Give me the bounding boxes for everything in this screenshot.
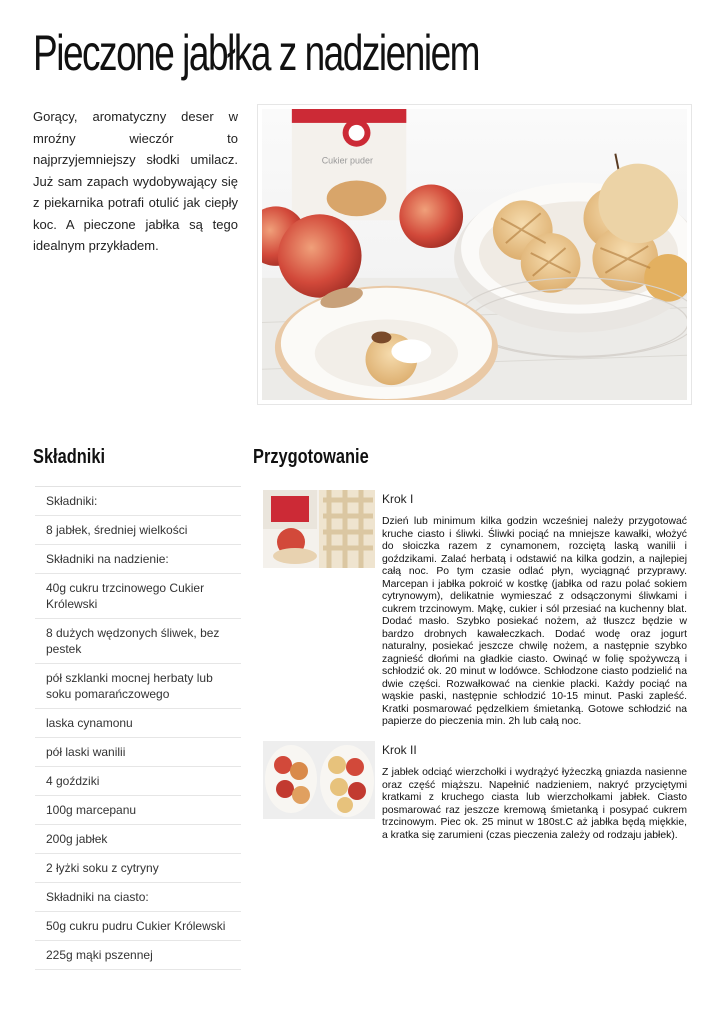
ingredient-text: 4 goździki [46, 774, 100, 788]
list-item [35, 825, 241, 854]
ingredient-text: 225g mąki pszennej [46, 948, 153, 962]
list-item [35, 545, 241, 574]
list-item [35, 854, 241, 883]
list-item [35, 912, 241, 941]
step-2-image [263, 741, 375, 819]
ingredient-text: 200g jabłek [46, 832, 108, 846]
ingredient-text: 2 łyżki soku z cytryny [46, 861, 159, 875]
list-item [35, 574, 241, 619]
ingredient-text: pół laski wanilii [46, 745, 126, 759]
filled-apples-photo-icon [263, 741, 375, 819]
list-item [35, 487, 241, 516]
intro-paragraph: Gorący, aromatyczny deser w mroźny wieczór to najprzyjemniejszy słodki umilacz. Już sam zapach wydobywający się z piekarnika potrafi otulić jak ciepły koc. A pieczone jabłka są tego idealnym przykładem. [33, 109, 238, 253]
list-item [35, 883, 241, 912]
ingredient-text: 50g cukru pudru Cukier Królewski [46, 919, 226, 933]
ingredient-text: 8 dużych wędzonych śliwek, bez pestek [46, 626, 220, 656]
page-title: Pieczone jabłka z nadzieniem [33, 25, 480, 81]
list-item [35, 709, 241, 738]
list-item [35, 941, 241, 970]
ingredients-heading: Składniki [33, 446, 106, 468]
ingredient-text: Składniki na nadzienie: [46, 552, 169, 566]
list-item [35, 516, 241, 545]
pastry-lattice-photo-icon [263, 490, 375, 568]
list-item [35, 738, 241, 767]
list-item [35, 767, 241, 796]
ingredient-text: laska cynamonu [46, 716, 133, 730]
list-item [35, 619, 241, 664]
step-1-label: Krok I [382, 492, 414, 506]
ingredient-text: 40g cukru trzcinowego Cukier Królewski [46, 581, 205, 611]
list-item [35, 664, 241, 709]
list-item [35, 796, 241, 825]
ingredient-text: pół szklanki mocnej herbaty lub soku pomarańczowego [46, 671, 213, 701]
step-1-text: Dzień lub minimum kilka godzin wcześniej należy przygotować kruche ciasto i śliwki. Śliwki pociąć na mniejsze kawałki, włożyć do słoiczka razem z cynamonem, rozciętą laską wanilii i goździkami. Zalać herbatą i odstawić na kilka godzin, a najlepiej całą noc. Po tym czasie odlać płyn, wyciągnąć przyprawy. Marcepan i jabłka pokroić w kostkę (jabłka od razu polać sokiem cytrynowym), delikatnie wymieszać z odsączonymi śliwkami i cukrem trzcinowym. Mąkę, cukier i sól przesiać na kuchenny blat. Dodać masło. Szybko posiekać nożem, aż tłuszcz będzie w bardzo drobnych kawałeczkach. Dodać wodę oraz jogurt naturalny, posiekać jeszcze chwilę nożem, a następnie szybko zagnieść dłońmi na gładkie ciasto. Owinąć w folię spożywczą i schłodzić ok. 20 minut w lodówce. Schłodzone ciasto podzielić na dwie części. Rozwałkować na cienkie placki. Każdy pociąć na wąskie paski, następnie schłodzić 10-15 minut. Paski zapleść. Kratki posmarować pędzelkiem śmietanką. Gotowe schłodzić na papierze do pieczenia min. 2h lub całą noc. [382, 516, 687, 727]
package-label: Cukier puder [321, 155, 373, 166]
ingredient-text: 8 jabłek, średniej wielkości [46, 523, 188, 537]
ingredient-text: Składniki na ciasto: [46, 890, 149, 904]
ingredient-text: Składniki: [46, 494, 98, 508]
ingredient-text: 100g marcepanu [46, 803, 137, 817]
ingredients-list [35, 486, 241, 970]
step-1-image [263, 490, 375, 568]
step-2-label: Krok II [382, 743, 417, 757]
baked-apples-photo-icon [262, 109, 687, 400]
hero-image [257, 104, 692, 405]
step-2-text: Z jabłek odciąć wierzchołki i wydrążyć łyżeczką gniazda nasienne oraz część miąższu. Napełnić nadzieniem, nakryć przyciętymi kratkami z kruchego ciasta lub wierzchołkami jabłek. Ciasto posmarować raz jeszcze kremową śmietanką i posypać cukrem trzcinowym. Piec ok. 25 minut w 180st.C aż jabłka będą miękkie, a kratka się zarumieni (czas pieczenia zależy od rodzaju jabłek). [382, 767, 687, 841]
preparation-heading: Przygotowanie [253, 446, 369, 468]
